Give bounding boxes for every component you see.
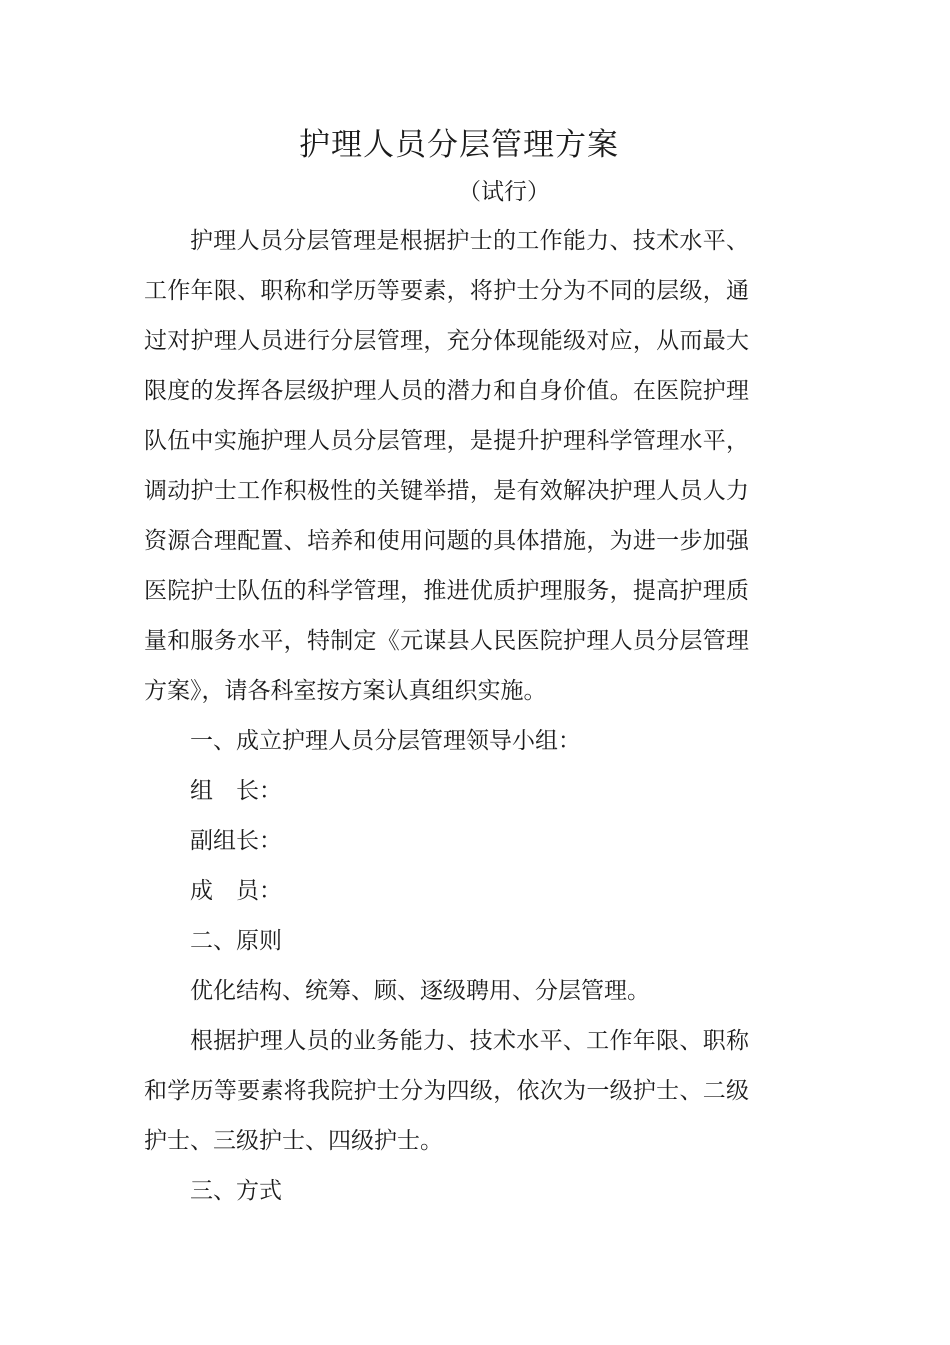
section-heading-principles: 二、原则 — [190, 928, 282, 954]
principles-paragraph: 优化结构、统筹、顾、逐级聘用、分层管理。 — [190, 978, 650, 1004]
members-line: 成 员： — [190, 878, 282, 904]
section-heading-leadership-group: 一、成立护理人员分层管理领导小组： — [190, 728, 581, 754]
group-leader-line: 组 长： — [190, 778, 282, 804]
classification-paragraph: 根据护理人员的业务能力、技术水平、工作年限、职称和学历等要素将我院护士分为四级，依次为一级护士、二级护士、三级护士、四级护士。 — [144, 1028, 749, 1154]
intro-paragraph: 护理人员分层管理是根据护士的工作能力、技术水平、工作年限、职称和学历等要素，将护士分为不同的层级，通过对护理人员进行分层管理，充分体现能级对应，从而最大限度的发挥各层级护理人员的潜力和自身价值。在医院护理队伍中实施护理人员分层管理，是提升护理科学管理水平，调动护士工作积极性的关键举措，是有效解决护理人员人力资源合理配置、培养和使用问题的具体措施，为进一步加强医院护士队伍的科学管理，推进优质护理服务，提高护理质量和服务水平，特制定《元谋县人民医院护理人员分层管理方案》，请各科室按方案认真组织实施。 — [144, 228, 749, 704]
section-heading-methods: 三、方式 — [190, 1178, 282, 1204]
document-body — [144, 216, 749, 1216]
document-subtitle: （试行） — [458, 179, 550, 205]
document-title: 护理人员分层管理方案 — [299, 127, 619, 163]
deputy-leader-line: 副组长： — [190, 828, 282, 854]
